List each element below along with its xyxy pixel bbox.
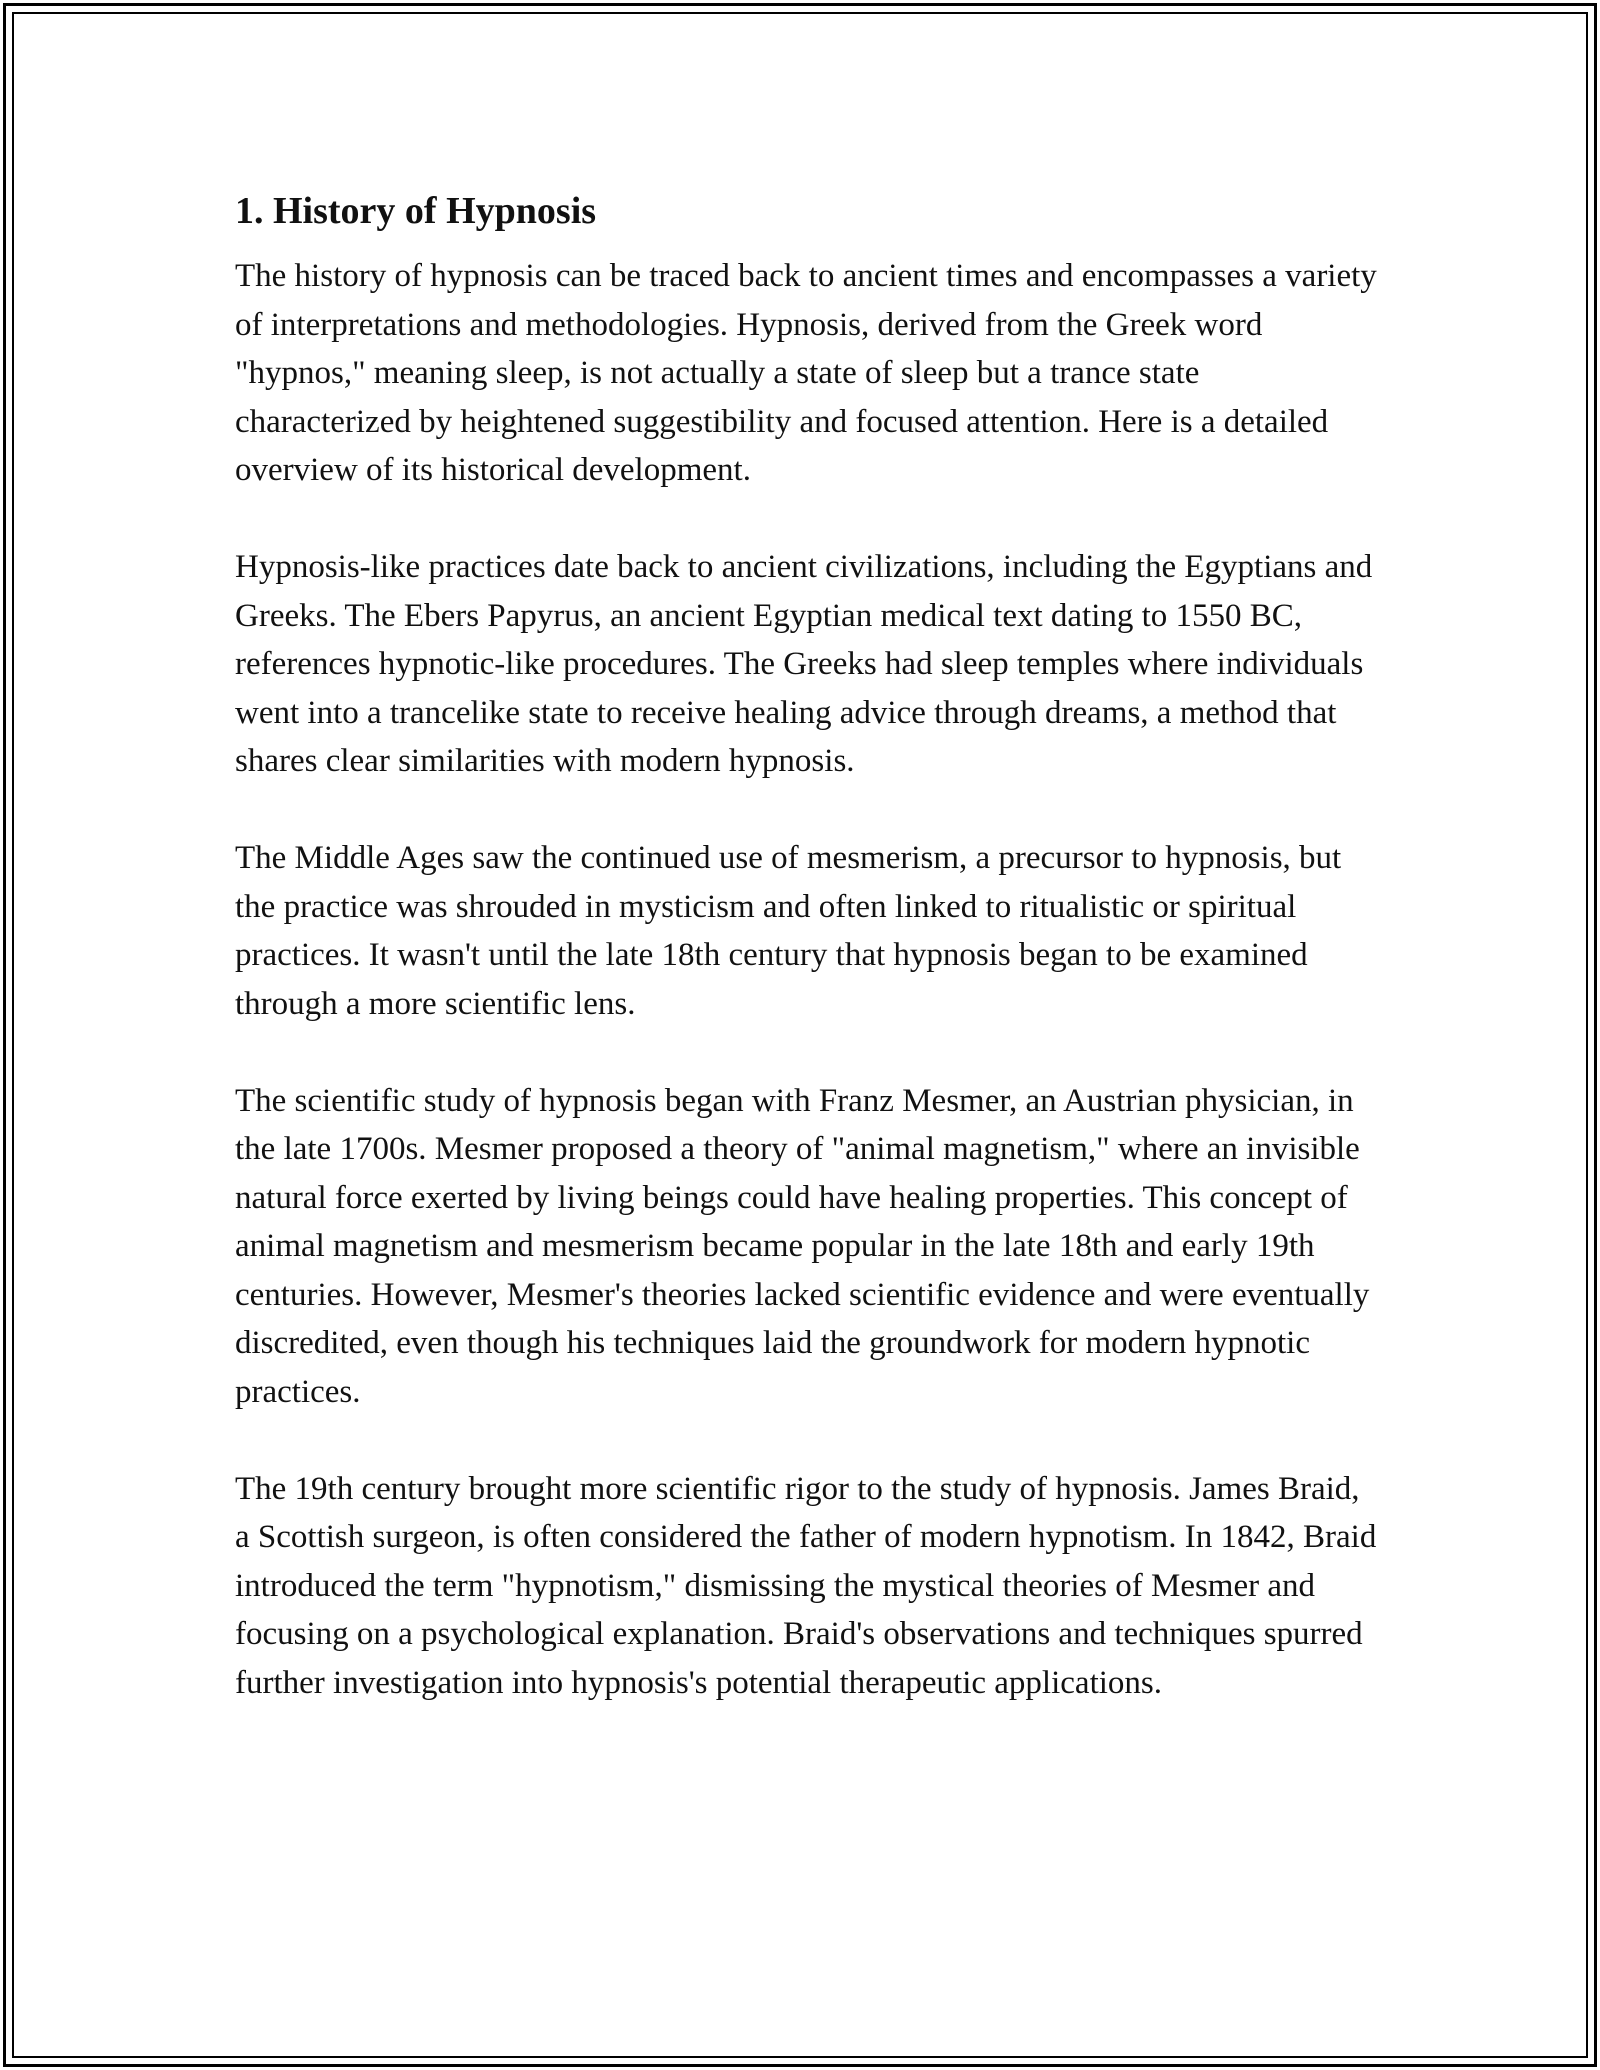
paragraph-mesmer: The scientific study of hypnosis began with Franz Mesmer, an Austrian physician, in the late 1700s. Mesmer proposed a theory of "animal magnetism," where an invisible natural force exerted by living beings could have healing properties. This concept of animal magnetism and mesmerism became popular in the late 18th and early 19th centuries. However, Mesmer's theories lacked scientific evidence and were eventually discredited, even though his techniques laid the groundwork for modern hypnotic practices. bbox=[235, 1082, 1370, 1410]
paragraph-braid: The 19th century brought more scientific rigor to the study of hypnosis. James Braid, a Scottish surgeon, is often considered the father of modern hypnotism. In 1842, Braid introduced the term "hypnotism," dismissing the mystical theories of Mesmer and focusing on a psychological explanation. Braid's observations and techniques spurred further investigation into hypnosis's potential therapeutic applications. bbox=[235, 1470, 1377, 1701]
paragraph-ancient-civilizations: Hypnosis-like practices date back to ancient civilizations, including the Egyptians and Greeks. The Ebers Papyrus, an ancient Egyptian medical text dating to 1550 BC, references hypnotic-like procedures. The Greeks had sleep temples where individuals went into a trancelike state to receive healing advice through dreams, a method that shares clear similarities with modern hypnosis. bbox=[235, 549, 1373, 779]
section-heading: 1. History of Hypnosis bbox=[235, 190, 597, 232]
paragraph-intro: The history of hypnosis can be traced back to ancient times and encompasses a variety of interpretations and methodologies. Hypnosis, derived from the Greek word "hypnos," meaning sleep, is not actually a state of sleep but a trance state characterized by heightened suggestibility and focused attention. Here is a detailed overview of its historical development. bbox=[235, 258, 1377, 488]
paragraph-middle-ages: The Middle Ages saw the continued use of mesmerism, a precursor to hypnosis, but the practice was shrouded in mysticism and often linked to ritualistic or spiritual practices. It wasn't until the late 18th century that hypnosis began to be examined through a more scientific lens. bbox=[235, 840, 1342, 1022]
document-body bbox=[235, 186, 1380, 1756]
